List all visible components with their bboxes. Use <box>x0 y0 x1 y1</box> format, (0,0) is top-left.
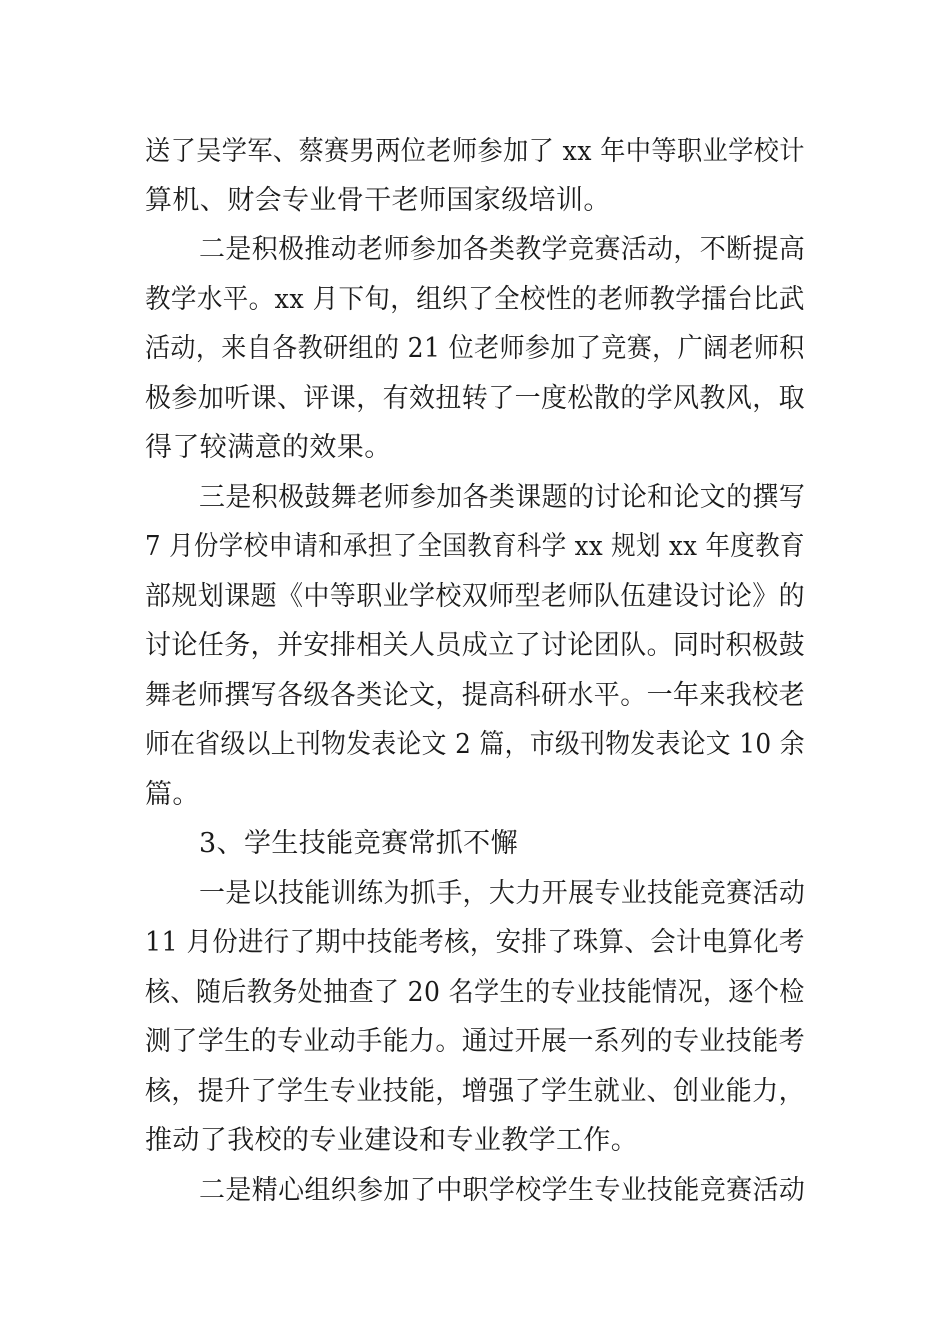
text-line: 篇。 <box>145 779 200 810</box>
paragraph-first-line: 一是以技能训练为抓手，大力开展专业技能竞赛活动 <box>199 878 806 909</box>
text-line: 极参加听课、评课，有效扭转了一度松散的学风教风，取 <box>145 383 805 414</box>
text-line: 7 月份学校申请和承担了全国教育科学 xx 规划 xx 年度教育 <box>145 531 805 562</box>
text-line: 推动了我校的专业建设和专业教学工作。 <box>145 1125 639 1156</box>
text-line: 核，提升了学生专业技能，增强了学生就业、创业能力， <box>145 1076 805 1107</box>
text-line: 测了学生的专业动手能力。通过开展一系列的专业技能考 <box>145 1026 805 1057</box>
section-heading: 3、学生技能竞赛常抓不懈 <box>199 828 518 859</box>
text-line: 算机、财会专业骨干老师国家级培训。 <box>145 185 611 216</box>
text-line: 舞老师撰写各级各类论文，提高科研水平。一年来我校老 <box>145 680 805 711</box>
text-line: 送了吴学军、蔡赛男两位老师参加了 xx 年中等职业学校计 <box>145 136 805 167</box>
paragraph-first-line: 三是积极鼓舞老师参加各类课题的讨论和论文的撰写 <box>199 482 806 513</box>
paragraph-first-line: 二是精心组织参加了中职学校学生专业技能竞赛活动 <box>199 1175 806 1206</box>
text-line: 得了较满意的效果。 <box>145 432 392 463</box>
text-line: 部规划课题《中等职业学校双师型老师队伍建设讨论》的 <box>145 581 805 612</box>
text-line: 讨论任务，并安排相关人员成立了讨论团队。同时积极鼓 <box>145 630 805 661</box>
text-line: 师在省级以上刊物发表论文 2 篇，市级刊物发表论文 10 余 <box>145 729 805 760</box>
text-line: 11 月份进行了期中技能考核，安排了珠算、会计电算化考 <box>145 927 805 958</box>
text-line: 活动，来自各教研组的 21 位老师参加了竞赛，广阔老师积 <box>145 333 805 364</box>
paragraph-first-line: 二是积极推动老师参加各类教学竞赛活动，不断提高 <box>199 234 806 265</box>
text-line: 核、随后教务处抽查了 20 名学生的专业技能情况，逐个检 <box>145 977 805 1008</box>
text-line: 教学水平。xx 月下旬，组织了全校性的老师教学擂台比武 <box>145 284 805 315</box>
